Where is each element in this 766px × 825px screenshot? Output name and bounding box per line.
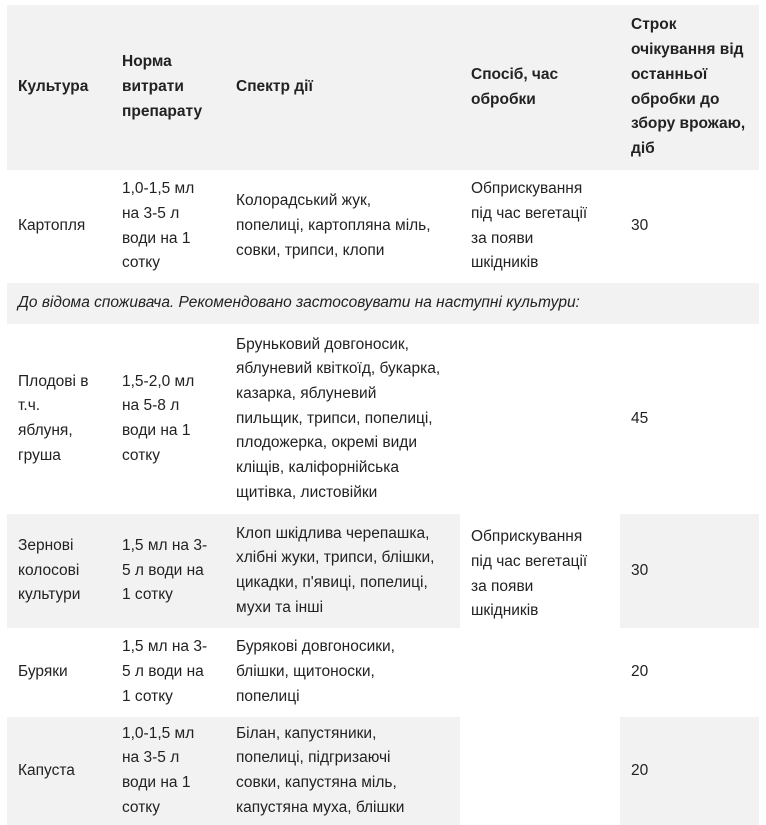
method-cell: Обприскування під час вегетації за появи шкідників	[471, 180, 588, 272]
rate-cell: 1,5-2,0 мл на 5-8 л води на 1 сотку	[122, 372, 195, 464]
culture-cell: Буряки	[18, 663, 68, 681]
header-wait: Строк очікування від останньої обробки до збору врожаю, діб	[620, 5, 759, 170]
note-row	[7, 283, 759, 324]
culture-cell: Капуста	[18, 761, 75, 779]
header-method: Спосіб, час обробки	[460, 5, 620, 170]
culture-cell: Плодові в т.ч. яблуня, груша	[18, 372, 89, 464]
table-row	[7, 514, 759, 628]
rate-cell: 1,5 мл на 3- 5 л води на 1 сотку	[122, 638, 208, 705]
wait-cell: 20	[631, 761, 649, 779]
spectrum-cell: Білан, капустяники, попелиці, підгризаючі совки, капустяна міль, капустяна муха, блішки	[236, 724, 405, 816]
culture-cell: Картопля	[18, 217, 86, 235]
pesticide-table	[7, 5, 759, 825]
wait-cell: 30	[631, 561, 649, 579]
consumer-note: До відома споживача. Рекомендовано застосовувати на наступні культури:	[18, 294, 580, 312]
header-row	[7, 5, 759, 170]
table-row	[7, 170, 759, 283]
rate-cell: 1,0-1,5 мл на 3-5 л води на 1 сотку	[122, 724, 195, 816]
header-rate: Норма витрати препарату	[111, 5, 225, 170]
rate-cell: 1,0-1,5 мл на 3-5 л води на 1 сотку	[122, 180, 195, 272]
wait-cell: 30	[631, 217, 649, 235]
spectrum-cell: Бруньковий довгоносик, яблуневий квіткоїд, букарка, казарка, яблуневий пильщик, трипси, попелиці, плодожерка, окремі види кліщів, каліфорнійська щитівка, листовійки	[236, 335, 441, 501]
header-culture: Культура	[7, 5, 111, 170]
header-spectrum: Спектр дії	[225, 5, 460, 170]
spectrum-cell: Колорадський жук, попелиці, картопляна міль, совки, трипси, клопи	[236, 192, 431, 259]
rate-cell: 1,5 мл на 3- 5 л води на 1 сотку	[122, 536, 208, 604]
method-cell-shared: Обприскування під час вегетації за появи шкідників	[460, 324, 620, 825]
table-row	[7, 628, 759, 717]
culture-cell: Зернові колосові культури	[18, 536, 81, 604]
wait-cell: 20	[631, 663, 649, 681]
wait-cell: 45	[631, 409, 649, 427]
spectrum-cell: Бурякові довгоносики, блішки, щитоноски, попелиці	[236, 638, 395, 705]
spectrum-cell: Клоп шкідлива черепашка, хлібні жуки, трипси, блішки, цикадки, п'явиці, попелиці, мухи та інші	[236, 524, 435, 616]
table-row	[7, 717, 759, 825]
table-row	[7, 324, 759, 514]
